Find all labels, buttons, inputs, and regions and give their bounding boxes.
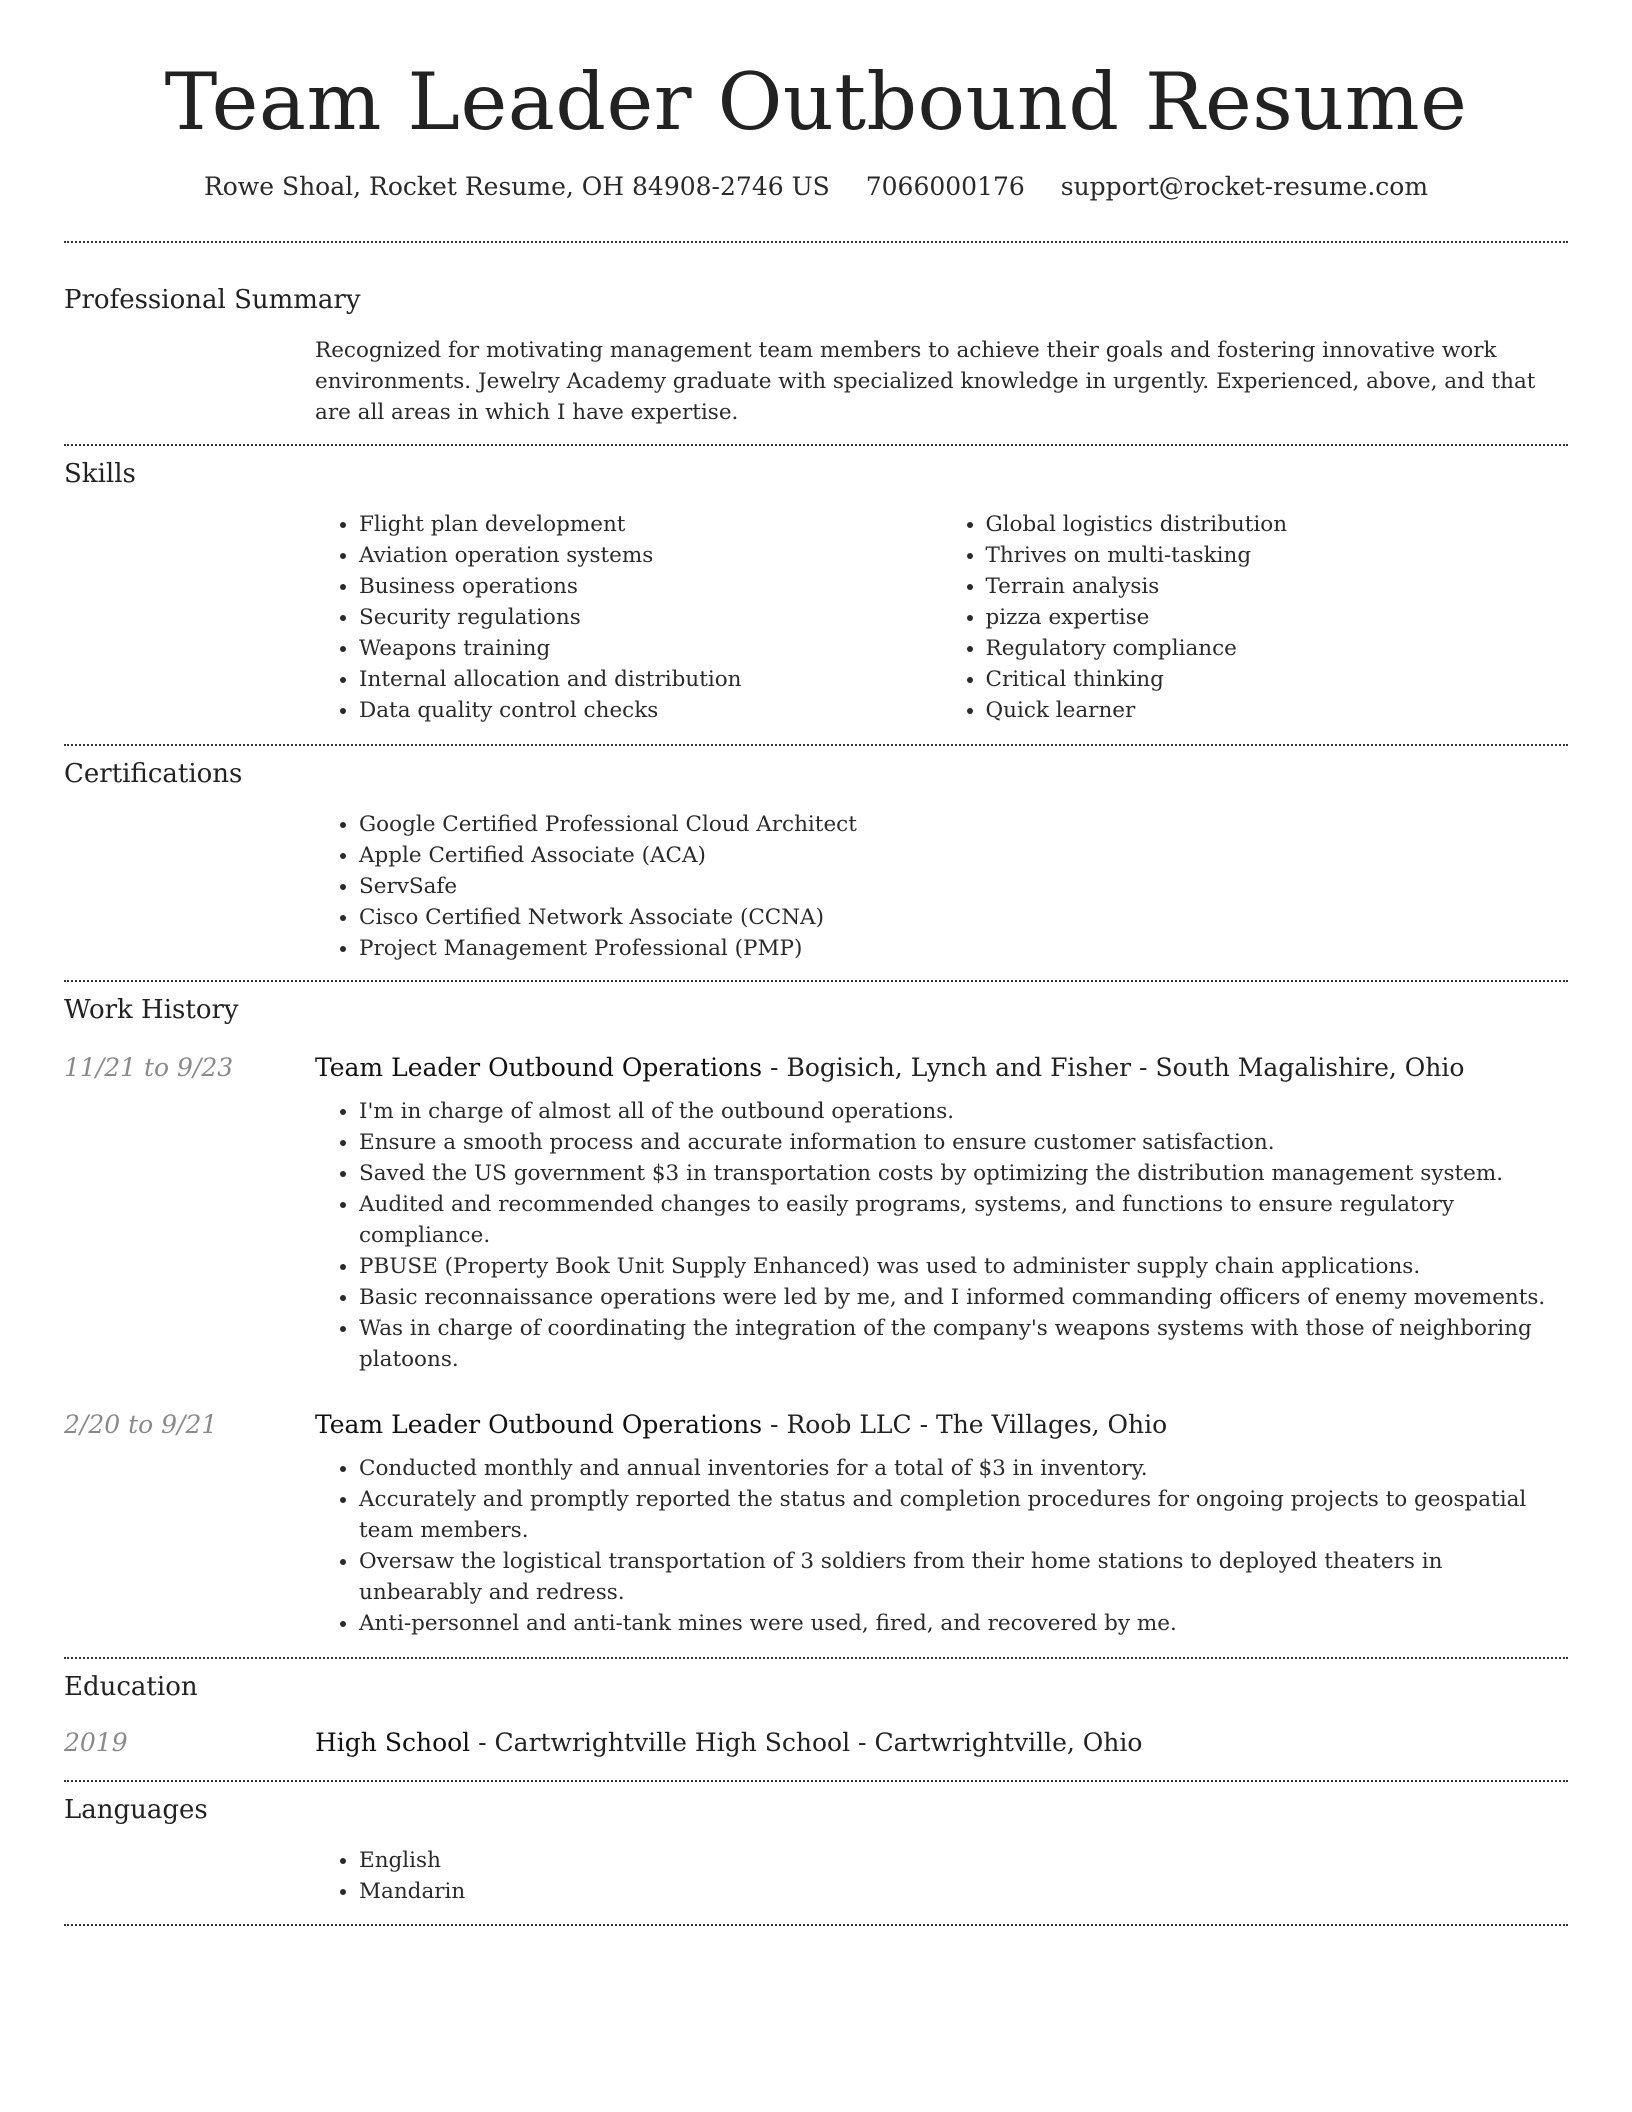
education-section	[64, 1670, 1568, 1760]
certification-item: • Project Management Professional (PMP)	[359, 933, 1568, 964]
summary-text: Recognized for motivating management team members to achieve their goals and fostering innovative work environments. Jewelry Academy graduate with specialized knowledge in urgently. Experienced, above, and that are all areas in which I have expertise.	[315, 338, 1536, 425]
skill-item: • Global logistics distribution	[986, 509, 1569, 540]
job-bullet: • PBUSE (Property Book Unit Supply Enhanced) was used to administer supply chain applications.	[359, 1251, 1568, 1282]
certification-item: • Google Certified Professional Cloud Architect	[359, 809, 1568, 840]
divider	[64, 241, 1568, 243]
certification-item: • ServSafe	[359, 871, 1568, 902]
skill-item: • Internal allocation and distribution	[359, 664, 942, 695]
education-school: Cartwrightville High School	[494, 1728, 851, 1757]
language-item: • English	[359, 1845, 1568, 1876]
separator: -	[1131, 1053, 1156, 1082]
education-heading	[315, 1726, 1568, 1760]
section-heading: Professional Summary	[64, 285, 361, 315]
education-body	[315, 1726, 1568, 1760]
divider	[64, 1924, 1568, 1926]
divider	[64, 444, 1568, 446]
skills-list-left	[315, 509, 942, 726]
skill-item: • Security regulations	[359, 602, 942, 633]
section-heading: Languages	[64, 1795, 208, 1825]
separator: -	[762, 1053, 787, 1082]
job-body	[315, 1051, 1568, 1375]
job-entry	[64, 1408, 1568, 1639]
divider	[64, 980, 1568, 982]
summary-section	[64, 283, 1568, 428]
skill-item: • Aviation operation systems	[359, 540, 942, 571]
section-heading: Education	[64, 1672, 198, 1702]
job-entry	[64, 1051, 1568, 1375]
job-bullet: • Oversaw the logistical transportation of 3 soldiers from their home stations to deployed theaters in unbearably and redress.	[359, 1546, 1568, 1608]
skills-list-right	[942, 509, 1569, 726]
job-bullet: • Basic reconnaissance operations were led by me, and I informed commanding officers of enemy movements.	[359, 1282, 1568, 1313]
contact-line	[64, 170, 1568, 204]
work-history-section	[64, 993, 1568, 1639]
skill-item: • Weapons training	[359, 633, 942, 664]
contact-address: Rowe Shoal, Rocket Resume, OH 84908-2746 US	[203, 172, 830, 201]
job-bullet: • Anti-personnel and anti-tank mines were used, fired, and recovered by me.	[359, 1608, 1568, 1639]
education-degree: High School	[315, 1728, 471, 1757]
job-bullets	[315, 1096, 1568, 1375]
language-item: • Mandarin	[359, 1876, 1568, 1907]
section-heading: Skills	[64, 459, 136, 489]
section-heading: Work History	[64, 995, 239, 1025]
skill-item: • Critical thinking	[986, 664, 1569, 695]
certifications-content	[315, 809, 1568, 964]
separator: -	[470, 1728, 495, 1757]
divider	[64, 1657, 1568, 1659]
separator: -	[911, 1410, 937, 1439]
job-bullet: • I'm in charge of almost all of the outbound operations.	[359, 1096, 1568, 1127]
divider	[64, 1780, 1568, 1782]
skill-item: • Terrain analysis	[986, 571, 1569, 602]
certification-item: • Cisco Certified Network Associate (CCNA)	[359, 902, 1568, 933]
skills-section	[64, 457, 1568, 726]
job-company: Bogisich, Lynch and Fisher	[786, 1053, 1132, 1082]
education-year: 2019	[64, 1728, 128, 1757]
job-bullet: • Was in charge of coordinating the integration of the company's weapons systems with those of neighboring platoons.	[359, 1313, 1568, 1375]
resume-page	[64, 0, 1568, 1926]
languages-list	[315, 1845, 1568, 1907]
skill-item: • Quick learner	[986, 695, 1569, 726]
contact-phone: 7066000176	[865, 172, 1025, 201]
job-bullet: • Accurately and promptly reported the status and completion procedures for ongoing projects to geospatial team members.	[359, 1484, 1568, 1546]
education-entry	[64, 1726, 1568, 1760]
job-company: Roob LLC	[786, 1410, 912, 1439]
job-location: The Villages, Ohio	[936, 1410, 1168, 1439]
skill-item: • Data quality control checks	[359, 695, 942, 726]
skill-item: • Flight plan development	[359, 509, 942, 540]
job-bullet: • Audited and recommended changes to easily programs, systems, and functions to ensure regulatory compliance.	[359, 1189, 1568, 1251]
resume-title: Team Leader Outbound Resume	[164, 56, 1468, 148]
certification-item: • Apple Certified Associate (ACA)	[359, 840, 1568, 871]
skill-item: • Business operations	[359, 571, 942, 602]
section-heading: Certifications	[64, 759, 243, 789]
skill-item: • Thrives on multi-tasking	[986, 540, 1569, 571]
job-bullet: • Saved the US government $3 in transportation costs by optimizing the distribution management system.	[359, 1158, 1568, 1189]
skill-item: • pizza expertise	[986, 602, 1569, 633]
job-bullets	[315, 1453, 1568, 1639]
skills-grid	[315, 509, 1568, 726]
separator: -	[850, 1728, 875, 1757]
certifications-section	[64, 757, 1568, 964]
job-bullet: • Conducted monthly and annual inventories for a total of $3 in inventory.	[359, 1453, 1568, 1484]
job-heading	[315, 1051, 1568, 1085]
separator: -	[762, 1410, 787, 1439]
job-role: Team Leader Outbound Operations	[315, 1410, 763, 1439]
job-location: South Magalishire, Ohio	[1155, 1053, 1465, 1082]
skill-item: • Regulatory compliance	[986, 633, 1569, 664]
languages-section	[64, 1793, 1568, 1907]
contact-email: support@rocket-resume.com	[1060, 172, 1429, 201]
divider	[64, 744, 1568, 746]
job-bullet: • Ensure a smooth process and accurate information to ensure customer satisfaction.	[359, 1127, 1568, 1158]
languages-content	[315, 1845, 1568, 1907]
job-dates: 11/21 to 9/23	[64, 1053, 234, 1082]
education-location: Cartwrightville, Ohio	[874, 1728, 1143, 1757]
certifications-list	[315, 809, 1568, 964]
summary-content	[315, 335, 1568, 428]
job-role: Team Leader Outbound Operations	[315, 1053, 763, 1082]
job-dates: 2/20 to 9/21	[64, 1410, 218, 1439]
job-body	[315, 1408, 1568, 1639]
job-heading	[315, 1408, 1568, 1442]
